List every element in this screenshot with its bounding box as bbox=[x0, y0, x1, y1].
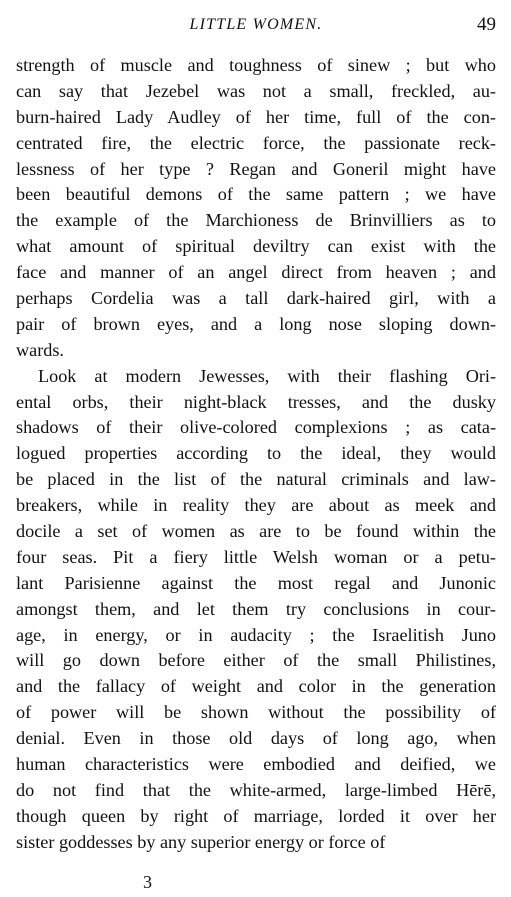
text-line: breakers, while in reality they are about as meek and bbox=[16, 495, 496, 516]
text-line: what amount of spiritual deviltry can exist with the bbox=[16, 236, 496, 257]
text-line: docile a set of women as are to be found within the bbox=[16, 521, 496, 542]
text-line: lant Parisienne against the most regal and Junonic bbox=[16, 572, 496, 593]
running-head bbox=[16, 14, 496, 38]
text-line: strength of muscle and toughness of sinew ; but who bbox=[16, 55, 496, 75]
text-line: though queen by right of marriage, lorded it over her bbox=[16, 805, 496, 826]
text-line: the example of the Marchioness de Brinvilliers as to bbox=[16, 210, 496, 231]
text-line: amongst them, and let them try conclusions in cour- bbox=[16, 598, 496, 619]
text-line: ental orbs, their night-black tresses, and the dusky bbox=[16, 391, 496, 412]
text-line: burn-haired Lady Audley of her time, full of the con- bbox=[16, 106, 496, 127]
text-line: and the fallacy of weight and color in the generation bbox=[16, 676, 496, 697]
text-line: four seas. Pit a fiery little Welsh woman or a petu- bbox=[16, 546, 496, 567]
text-line: of power will be shown without the possibility of bbox=[16, 702, 496, 723]
signature-mark: 3 bbox=[143, 872, 152, 892]
text-line: can say that Jezebel was not a small, freckled, au- bbox=[16, 80, 496, 101]
paragraph bbox=[16, 53, 496, 364]
text-line: age, in energy, or in audacity ; the Israelitish Juno bbox=[16, 624, 496, 645]
text-line: human characteristics were embodied and deified, we bbox=[16, 754, 496, 775]
text-line: will go down before either of the small Philistines, bbox=[16, 650, 496, 671]
paragraph bbox=[16, 364, 496, 856]
text-line: logued properties according to the ideal, they would bbox=[16, 443, 496, 464]
text-line: wards. bbox=[16, 339, 64, 360]
text-line: sister goddesses by any superior energy or force of bbox=[16, 831, 386, 852]
text-line: been beautiful demons of the same pattern ; we have bbox=[16, 184, 496, 205]
page-number: 49 bbox=[477, 14, 496, 35]
text-line: be placed in the list of the natural criminals and law- bbox=[16, 469, 496, 490]
text-line: pair of brown eyes, and a long nose sloping down- bbox=[16, 313, 496, 334]
text-line: shadows of their olive-colored complexions ; as cata- bbox=[16, 417, 496, 438]
text-line: do not find that the white-armed, large-limbed Hērē, bbox=[16, 779, 496, 800]
text-line: lessness of her type ? Regan and Goneril might have bbox=[16, 158, 496, 179]
text-line: perhaps Cordelia was a tall dark-haired girl, with a bbox=[16, 288, 496, 309]
text-line: denial. Even in those old days of long ago, when bbox=[16, 728, 496, 749]
text-line: face and manner of an angel direct from heaven ; and bbox=[16, 262, 496, 283]
body-text bbox=[16, 53, 496, 856]
running-title: LITTLE WOMEN. bbox=[189, 16, 323, 33]
text-line: Look at modern Jewesses, with their flashing Ori- bbox=[38, 365, 496, 386]
text-line: centrated fire, the electric force, the passionate reck- bbox=[16, 132, 496, 153]
